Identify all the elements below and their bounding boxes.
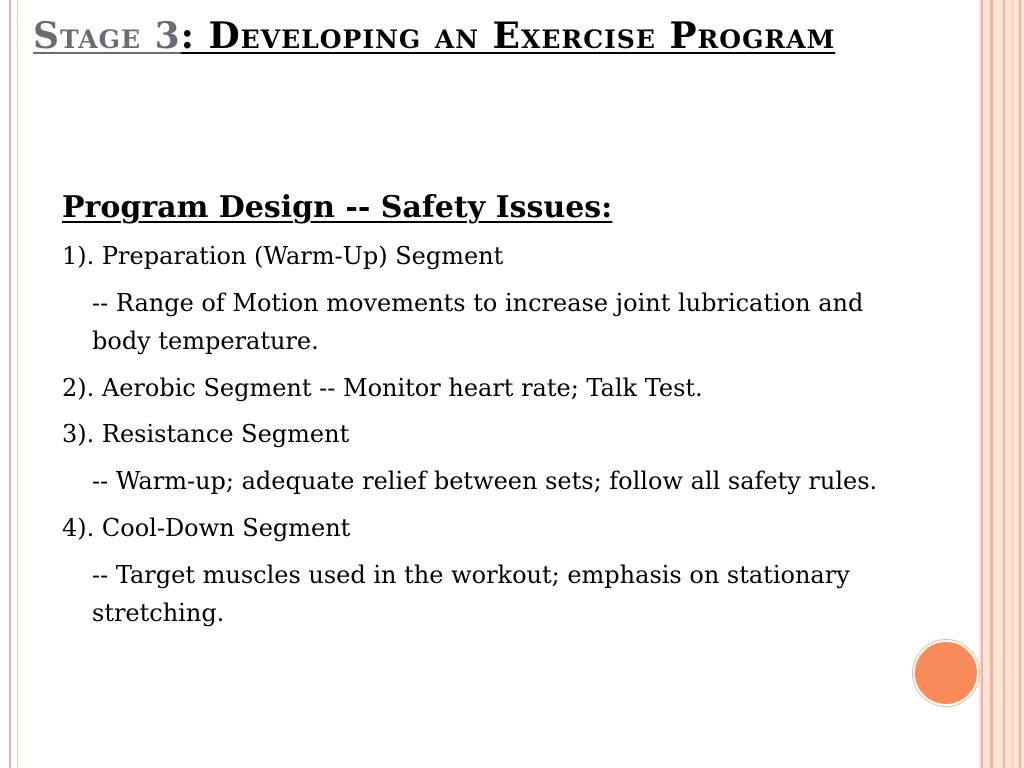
right-stripe xyxy=(1012,0,1013,768)
right-decorative-band xyxy=(979,0,1024,768)
left-accent-line-thin xyxy=(17,0,18,768)
slide-content xyxy=(62,188,882,642)
title-rest: : Developing an Exercise Program xyxy=(180,15,836,57)
list-item: 2). Aerobic Segment -- Monitor heart rate; Talk Test. xyxy=(62,374,703,402)
left-accent-line xyxy=(9,0,11,768)
right-stripe xyxy=(1019,0,1021,768)
decorative-circle xyxy=(913,640,979,706)
section-heading: Program Design -- Safety Issues: xyxy=(62,190,613,225)
list-item: 1). Preparation (Warm-Up) Segment xyxy=(62,242,504,270)
title-stage: Stage 3 xyxy=(33,15,181,57)
right-stripe xyxy=(1003,0,1005,768)
right-stripe xyxy=(990,0,993,768)
slide-title xyxy=(33,12,933,60)
right-stripe xyxy=(981,0,983,768)
list-item: 3). Resistance Segment xyxy=(62,420,350,448)
list-sub-item: -- Target muscles used in the workout; emphasis on stationary stretching. xyxy=(92,561,850,627)
list-item: 4). Cool-Down Segment xyxy=(62,514,351,542)
list-sub-item: -- Warm-up; adequate relief between sets; follow all safety rules. xyxy=(92,467,878,495)
list-sub-item: -- Range of Motion movements to increase joint lubrication and body temperature. xyxy=(92,289,864,355)
